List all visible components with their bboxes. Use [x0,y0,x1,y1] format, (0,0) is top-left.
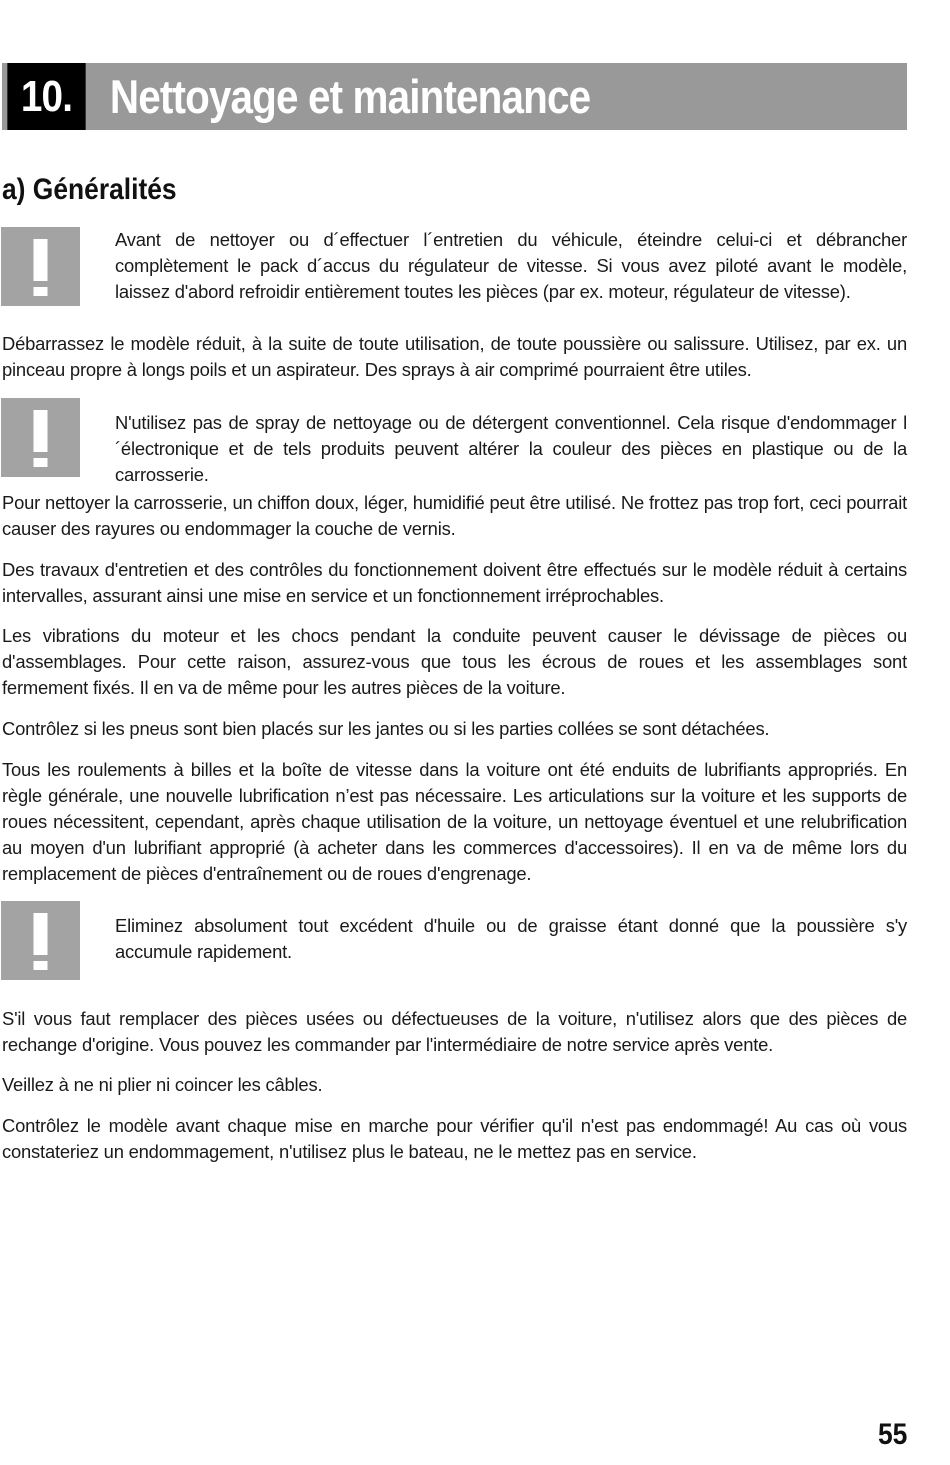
paragraph-spare-parts: S'il vous faut remplacer des pièces usées ou défectueuses de la voiture, n'utilisez alors que des pièces de rechange d'origine. Vous pouvez les commander par l'intermédiaire de notre service après vente. [2,1008,907,1055]
warning-text-3: Eliminez absolument tout excédent d'huile ou de graisse étant donné que la poussière s'y accumule rapidement. [115,915,907,962]
paragraph-maintenance: Des travaux d'entretien et des contrôles du fonctionnement doivent être effectués sur le modèle réduit à certains intervalles, assurant ainsi une mise en service et un fonctionnement irréprochables. [2,559,907,606]
warning-text-1: Avant de nettoyer ou d´effectuer l´entretien du véhicule, éteindre celui-ci et débrancher complètement le pack d´accus du régulateur de vitesse. Si vous avez piloté avant le modèle, laissez d'abord refroidir entièrement toutes les pièces (par ex. moteur, régulateur de vitesse). [115,229,907,302]
paragraph-cleaning: Débarrassez le modèle réduit, à la suite de toute utilisation, de toute poussière ou salissure. Utilisez, par ex. un pinceau propre à longs poils et un aspirateur. Des sprays à air comprimé pourraient être utiles. [2,333,907,380]
exclamation-warning-icon [1,398,80,477]
chapter-header [2,63,907,130]
warning-text-2: N'utilisez pas de spray de nettoyage ou de détergent conventionnel. Cela risque d'endommager l´électronique et de tels produits peuvent altérer la couleur des pièces en plastique ou de la carrosserie. [115,412,907,485]
paragraph-lubrication: Tous les roulements à billes et la boîte de vitesse dans la voiture ont été enduits de lubrifiants appropriés. En règle générale, une nouvelle lubrification n’est pas nécessaire. Les articulations sur la voiture et les supports de roues nécessitent, cependant, après chaque utilisation de la voiture, un nettoyage éventuel et une relubrification au moyen d'un lubrifiant approprié (à acheter dans les commerces d'accessoires). Il en va de même lors du remplacement de pièces d'entraînement ou de roues d'engrenage. [2,759,907,884]
paragraph-body-cleaning: Pour nettoyer la carrosserie, un chiffon doux, léger, humidifié peut être utilisé. Ne frottez pas trop fort, ceci pourrait causer des rayures ou endommager la couche de vernis. [2,492,907,539]
page-number: 55 [877,1418,907,1451]
chapter-number: 10. [7,63,85,130]
exclamation-warning-icon [1,901,80,980]
paragraph-inspection: Contrôlez le modèle avant chaque mise en marche pour vérifier qu'il n'est pas endommagé! Au cas où vous constateriez un endommagement, n'utilisez plus le bateau, ne le mettez pas en service. [2,1115,907,1162]
chapter-title: Nettoyage et maintenance [109,70,591,123]
section-heading: a) Généralités [2,173,177,206]
exclamation-warning-icon [1,227,80,306]
paragraph-tires: Contrôlez si les pneus sont bien placés sur les jantes ou si les parties collées se sont détachées. [2,718,770,739]
paragraph-vibrations: Les vibrations du moteur et les chocs pendant la conduite peuvent causer le dévissage de pièces ou d'assemblages. Pour cette raison, assurez-vous que tous les écrous de roues et les assemblages sont fermement fixés. Il en va de même pour les autres pièces de la voiture. [2,625,907,698]
paragraph-cables: Veillez à ne ni plier ni coincer les câbles. [2,1074,323,1095]
